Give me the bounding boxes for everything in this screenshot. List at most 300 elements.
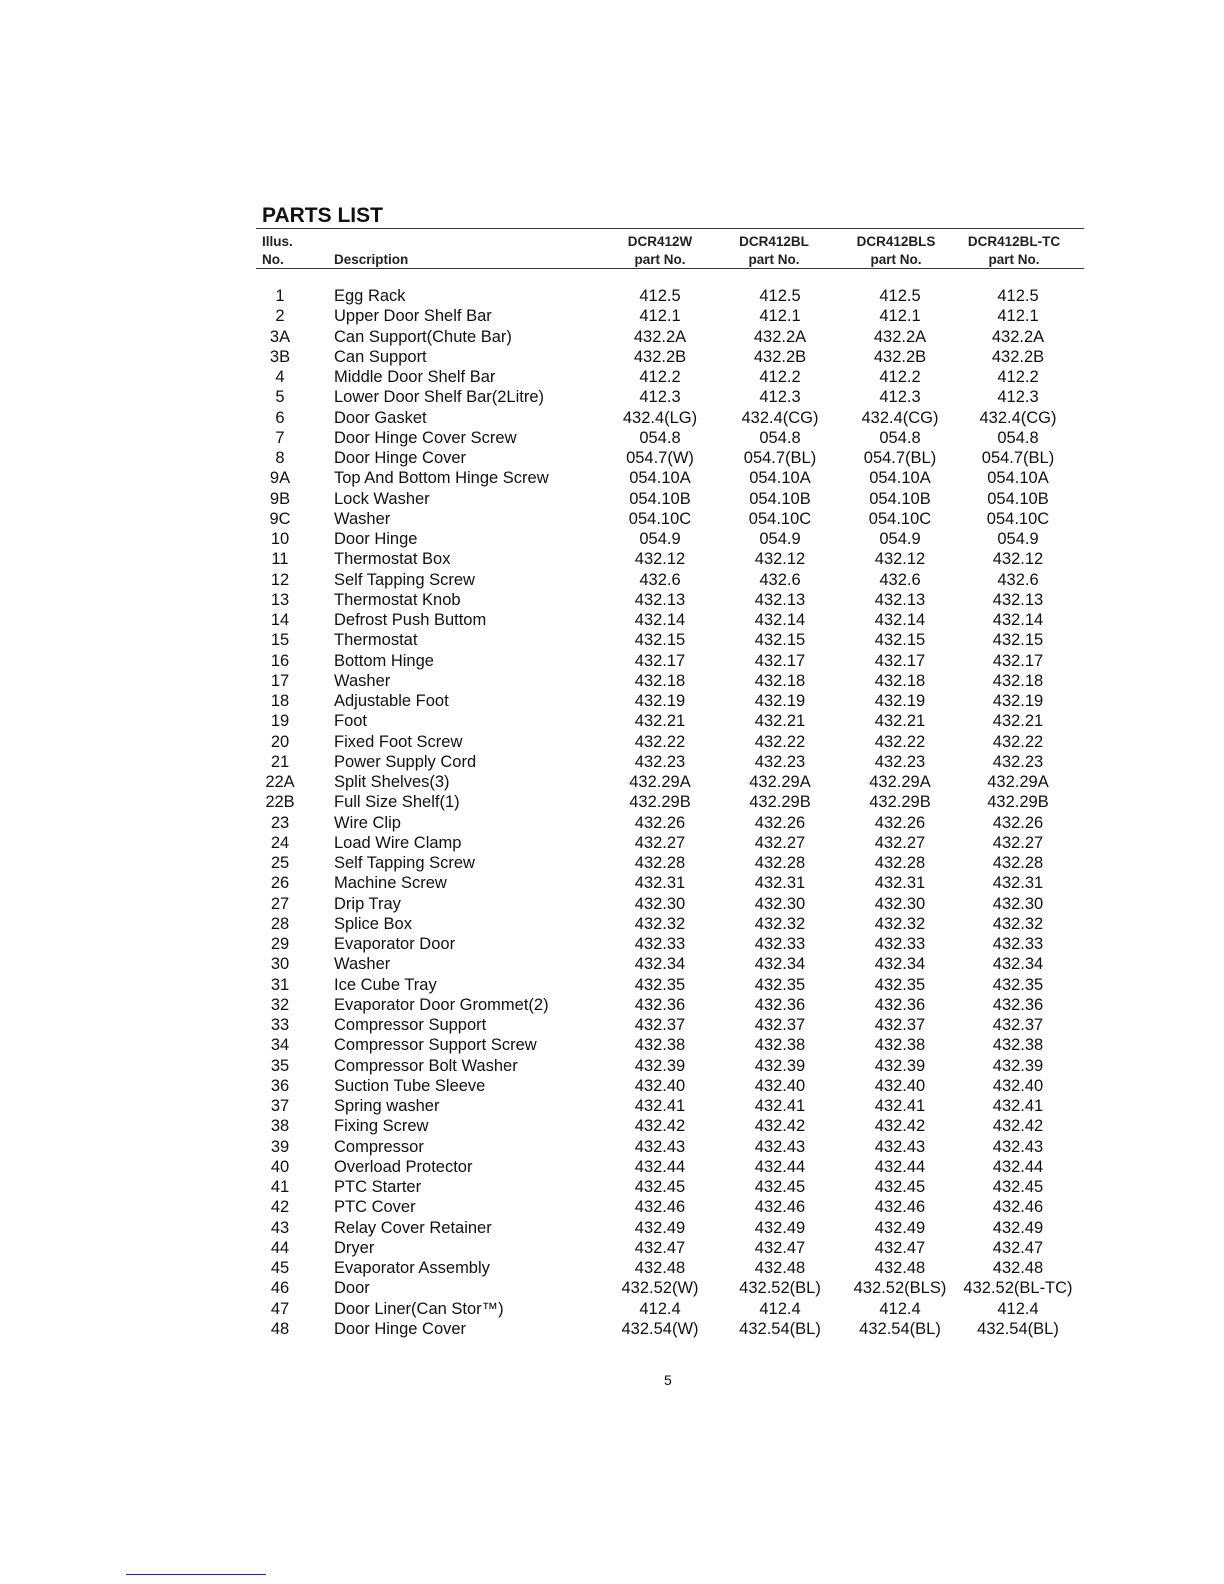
- table-row: [0, 1218, 1224, 1238]
- part-number-dcr412w: 432.15: [634, 631, 686, 650]
- part-number-dcr412bl-tc: 432.2A: [991, 327, 1045, 346]
- illus-number: 17: [270, 671, 290, 690]
- part-number-dcr412bls: 412.1: [879, 307, 921, 326]
- table-row: [0, 711, 1224, 731]
- part-number-dcr412bl: 432.4(CG): [741, 408, 819, 427]
- illus-number: 43: [270, 1218, 290, 1237]
- illus-number: 13: [270, 590, 290, 609]
- part-number-dcr412bl: 432.15: [754, 631, 806, 650]
- illus-number: 45: [270, 1259, 290, 1277]
- part-number-dcr412bl: 432.37: [754, 1016, 806, 1034]
- part-number-dcr412bl: 432.28: [754, 854, 806, 872]
- part-number-dcr412bls: 432.54(BL): [859, 1319, 941, 1338]
- part-number-dcr412w: 432.29B: [629, 793, 691, 812]
- part-number-dcr412bls: 432.30: [874, 894, 926, 913]
- part-description: PTC Starter: [334, 1178, 422, 1196]
- illus-number: 41: [270, 1178, 290, 1196]
- part-number-dcr412bls: 432.26: [874, 813, 926, 832]
- part-number-dcr412bl-tc: 432.47: [992, 1238, 1044, 1257]
- part-number-dcr412bl-tc: 432.44: [992, 1157, 1044, 1176]
- part-number-dcr412bl-tc: 432.22: [992, 732, 1044, 751]
- part-number-dcr412bl-tc: 432.30: [992, 894, 1044, 913]
- part-number-dcr412bl: 432.6: [759, 570, 801, 589]
- part-description: Door Liner(Can Stor™): [334, 1299, 504, 1318]
- part-number-dcr412w: 412.3: [639, 388, 681, 407]
- part-description: Evaporator Door Grommet(2): [334, 995, 549, 1014]
- part-description: Fixing Screw: [334, 1117, 429, 1136]
- part-number-dcr412w: 432.29A: [629, 773, 691, 791]
- part-number-dcr412bl-tc: 432.36: [992, 995, 1044, 1014]
- illus-number: 3A: [269, 327, 291, 346]
- table-row: [0, 772, 1224, 792]
- table-row: [0, 914, 1224, 934]
- part-number-dcr412bls: 054.10A: [869, 469, 931, 488]
- part-number-dcr412bl-tc: 432.13: [992, 590, 1044, 609]
- part-description: Middle Door Shelf Bar: [334, 368, 496, 386]
- part-description: Splice Box: [334, 914, 412, 933]
- part-number-dcr412bls: 432.37: [874, 1016, 926, 1034]
- header-model-4: [954, 234, 1074, 268]
- header-model-name: DCR412BL: [739, 234, 809, 249]
- part-number-dcr412bl: 054.10C: [748, 509, 812, 528]
- part-number-dcr412w: 432.26: [634, 813, 686, 832]
- part-number-dcr412w: 432.30: [634, 894, 686, 913]
- part-number-dcr412bls: 432.31: [874, 874, 926, 893]
- header-illus-line1: Illus.: [262, 234, 293, 249]
- table-row: [0, 975, 1224, 995]
- part-number-dcr412bl: 432.2A: [753, 327, 807, 346]
- table-row: [0, 1319, 1224, 1339]
- illus-number: 32: [270, 995, 290, 1014]
- part-number-dcr412bl-tc: 412.5: [997, 287, 1039, 305]
- part-number-dcr412bl: 432.40: [754, 1076, 806, 1095]
- part-number-dcr412bl-tc: 432.17: [992, 651, 1044, 670]
- table-row: [0, 1116, 1224, 1136]
- table-row: [0, 1056, 1224, 1076]
- part-number-dcr412bl: 432.43: [754, 1137, 806, 1156]
- part-number-dcr412bls: 432.44: [874, 1157, 926, 1176]
- part-number-dcr412bls: 412.4: [879, 1299, 921, 1318]
- part-description: Door Gasket: [334, 408, 427, 427]
- part-number-dcr412bl-tc: 412.2: [997, 368, 1039, 386]
- part-number-dcr412bl: 432.19: [754, 692, 806, 710]
- illus-number: 9B: [269, 489, 291, 508]
- part-number-dcr412bl: 432.44: [754, 1157, 806, 1176]
- part-number-dcr412bl: 432.12: [754, 550, 806, 569]
- part-description: Door Hinge Cover: [334, 1319, 467, 1338]
- part-number-dcr412bl-tc: 432.37: [992, 1016, 1044, 1034]
- illus-number: 44: [270, 1238, 290, 1257]
- part-description: Relay Cover Retainer: [334, 1218, 492, 1237]
- part-number-dcr412w: 432.32: [634, 914, 686, 933]
- part-number-dcr412bl: 432.47: [754, 1238, 806, 1257]
- part-number-dcr412w: 432.4(LG): [622, 408, 698, 427]
- part-number-dcr412bl-tc: 054.8: [997, 428, 1039, 447]
- part-description: Egg Rack: [334, 287, 406, 305]
- part-number-dcr412bl-tc: 054.7(BL): [981, 449, 1055, 467]
- illus-number: 38: [270, 1117, 290, 1136]
- illus-number: 9A: [269, 469, 291, 488]
- part-number-dcr412bl-tc: 432.33: [992, 935, 1044, 953]
- part-number-dcr412bl: 432.45: [754, 1178, 806, 1196]
- part-description: Can Support: [334, 347, 427, 366]
- part-number-dcr412bl: 432.29B: [749, 793, 811, 812]
- part-description: Load Wire Clamp: [334, 833, 462, 852]
- part-number-dcr412bl-tc: 432.54(BL): [977, 1319, 1059, 1338]
- part-number-dcr412w: 054.10C: [628, 509, 692, 528]
- table-row: [0, 529, 1224, 549]
- part-number-dcr412w: 432.19: [634, 692, 686, 710]
- part-number-dcr412bl: 432.22: [754, 732, 806, 751]
- header-no-line2: No.: [262, 252, 284, 267]
- part-number-dcr412bls: 432.48: [874, 1259, 926, 1277]
- part-description: Door: [334, 1279, 370, 1298]
- table-row: [0, 1278, 1224, 1298]
- part-number-dcr412w: 432.36: [634, 995, 686, 1014]
- part-number-dcr412bl-tc: 432.23: [992, 752, 1044, 771]
- part-description: Full Size Shelf(1): [334, 793, 460, 812]
- part-number-dcr412w: 432.38: [634, 1036, 686, 1055]
- part-description: Self Tapping Screw: [334, 570, 475, 589]
- part-number-dcr412bl: 432.26: [754, 813, 806, 832]
- illus-number: 26: [270, 874, 290, 893]
- part-number-dcr412bl-tc: 432.31: [992, 874, 1044, 893]
- part-number-dcr412bl-tc: 432.27: [992, 833, 1044, 852]
- table-row: [0, 813, 1224, 833]
- part-description: Thermostat Knob: [334, 590, 461, 609]
- table-row: [0, 590, 1224, 610]
- header-description: Description: [334, 252, 409, 267]
- table-row: [0, 995, 1224, 1015]
- header-model-name: DCR412BL-TC: [967, 234, 1061, 249]
- header-model-name: DCR412W: [627, 234, 693, 249]
- page-title: PARTS LIST: [262, 204, 383, 227]
- part-number-dcr412bl-tc: 412.3: [997, 388, 1039, 407]
- part-number-dcr412bl-tc: 432.18: [992, 671, 1044, 690]
- part-number-dcr412bl-tc: 432.14: [992, 611, 1044, 629]
- part-number-dcr412w: 432.44: [634, 1157, 686, 1176]
- part-description: Defrost Push Buttom: [334, 611, 487, 629]
- part-description: Dryer: [334, 1238, 375, 1257]
- part-number-dcr412w: 432.35: [634, 975, 686, 994]
- part-number-dcr412bl: 432.49: [754, 1218, 806, 1237]
- part-number-dcr412bl: 432.17: [754, 651, 806, 670]
- footnote-rule: [126, 1574, 266, 1575]
- illus-number: 14: [270, 611, 290, 629]
- table-row: [0, 792, 1224, 812]
- part-description: Compressor Support Screw: [334, 1036, 537, 1055]
- illus-number: 46: [270, 1279, 290, 1298]
- table-row: [0, 630, 1224, 650]
- table-row: [0, 570, 1224, 590]
- part-number-dcr412w: 054.9: [639, 530, 681, 548]
- part-number-dcr412bl-tc: 432.52(BL-TC): [963, 1279, 1073, 1298]
- illus-number: 29: [270, 935, 290, 953]
- page-number: 5: [664, 1372, 672, 1388]
- part-number-dcr412w: 432.33: [634, 935, 686, 953]
- part-number-dcr412bls: 432.6: [879, 570, 921, 589]
- table-row: [0, 489, 1224, 509]
- part-number-dcr412w: 432.47: [634, 1238, 686, 1257]
- part-number-dcr412bl: 432.34: [754, 955, 806, 974]
- table-row: [0, 1157, 1224, 1177]
- part-number-dcr412bl: 432.27: [754, 833, 806, 852]
- part-number-dcr412w: 432.40: [634, 1076, 686, 1095]
- part-number-dcr412bl-tc: 432.21: [992, 712, 1044, 731]
- header-model-name: DCR412BLS: [856, 234, 936, 249]
- part-number-dcr412w: 412.4: [639, 1299, 681, 1318]
- part-number-dcr412bl: 432.48: [754, 1259, 806, 1277]
- part-description: Drip Tray: [334, 894, 401, 913]
- part-description: Door Hinge: [334, 530, 418, 548]
- part-number-dcr412w: 432.45: [634, 1178, 686, 1196]
- part-description: Door Hinge Cover Screw: [334, 428, 517, 447]
- part-number-dcr412bls: 432.23: [874, 752, 926, 771]
- part-number-dcr412bl: 432.18: [754, 671, 806, 690]
- part-number-dcr412bls: 432.35: [874, 975, 926, 994]
- part-number-dcr412bl: 412.1: [759, 307, 801, 326]
- part-number-dcr412bl-tc: 432.48: [992, 1259, 1044, 1277]
- header-model-sub: part No.: [988, 252, 1040, 267]
- part-description: Spring washer: [334, 1097, 440, 1115]
- part-description: Compressor Support: [334, 1016, 487, 1034]
- part-number-dcr412w: 432.42: [634, 1117, 686, 1136]
- part-description: Door Hinge Cover: [334, 449, 467, 467]
- part-number-dcr412bl: 432.32: [754, 914, 806, 933]
- part-number-dcr412bls: 432.38: [874, 1036, 926, 1055]
- illus-number: 47: [270, 1299, 290, 1318]
- part-description: Machine Screw: [334, 874, 447, 893]
- part-description: Overload Protector: [334, 1157, 473, 1176]
- part-description: Split Shelves(3): [334, 773, 450, 791]
- header-model-sub: part No.: [634, 252, 686, 267]
- part-number-dcr412bls: 432.43: [874, 1137, 926, 1156]
- part-number-dcr412w: 432.48: [634, 1259, 686, 1277]
- part-number-dcr412w: 432.43: [634, 1137, 686, 1156]
- part-description: Top And Bottom Hinge Screw: [334, 469, 549, 488]
- part-number-dcr412bls: 432.39: [874, 1056, 926, 1075]
- part-number-dcr412w: 432.17: [634, 651, 686, 670]
- header-model-1: [600, 234, 720, 268]
- part-number-dcr412bl: 432.33: [754, 935, 806, 953]
- table-row: [0, 894, 1224, 914]
- part-number-dcr412bl: 432.23: [754, 752, 806, 771]
- part-number-dcr412bls: 412.2: [879, 368, 921, 386]
- table-row: [0, 327, 1224, 347]
- part-number-dcr412bls: 432.4(CG): [861, 408, 939, 427]
- part-number-dcr412bl: 432.36: [754, 995, 806, 1014]
- illus-number: 37: [270, 1097, 290, 1115]
- illus-number: 40: [270, 1157, 290, 1176]
- part-number-dcr412bl: 432.42: [754, 1117, 806, 1136]
- part-number-dcr412bls: 432.19: [874, 692, 926, 710]
- table-row: [0, 651, 1224, 671]
- part-number-dcr412w: 432.27: [634, 833, 686, 852]
- part-number-dcr412bls: 054.7(BL): [863, 449, 937, 467]
- table-row: [0, 1177, 1224, 1197]
- part-number-dcr412bl-tc: 432.41: [992, 1097, 1044, 1115]
- table-row: [0, 671, 1224, 691]
- illus-number: 39: [270, 1137, 290, 1156]
- part-description: Wire Clip: [334, 813, 401, 832]
- header-rule-top: [256, 228, 1084, 229]
- illus-number: 23: [270, 813, 290, 832]
- part-number-dcr412w: 432.34: [634, 955, 686, 974]
- part-number-dcr412bl-tc: 412.4: [997, 1299, 1039, 1318]
- part-number-dcr412bls: 432.34: [874, 955, 926, 974]
- part-number-dcr412bl: 054.7(BL): [743, 449, 817, 467]
- illus-number: 22A: [265, 773, 295, 791]
- part-number-dcr412bls: 432.13: [874, 590, 926, 609]
- part-number-dcr412w: 432.52(W): [621, 1279, 699, 1298]
- table-row: [0, 1238, 1224, 1258]
- part-number-dcr412bl: 054.10A: [749, 469, 811, 488]
- table-row: [0, 1096, 1224, 1116]
- part-number-dcr412bls: 412.5: [879, 287, 921, 305]
- part-description: Upper Door Shelf Bar: [334, 307, 492, 326]
- illus-number: 8: [275, 449, 285, 467]
- part-number-dcr412bl: 432.30: [754, 894, 806, 913]
- part-number-dcr412bl: 412.2: [759, 368, 801, 386]
- part-number-dcr412w: 432.46: [634, 1198, 686, 1217]
- part-number-dcr412bls: 432.46: [874, 1198, 926, 1217]
- part-number-dcr412bls: 054.10C: [868, 509, 932, 528]
- part-number-dcr412bls: 432.32: [874, 914, 926, 933]
- part-number-dcr412bls: 432.2A: [873, 327, 927, 346]
- part-description: Self Tapping Screw: [334, 854, 475, 872]
- part-number-dcr412bl-tc: 432.28: [992, 854, 1044, 872]
- part-number-dcr412w: 432.22: [634, 732, 686, 751]
- part-number-dcr412bl: 432.54(BL): [739, 1319, 821, 1338]
- part-number-dcr412w: 432.31: [634, 874, 686, 893]
- part-description: Power Supply Cord: [334, 752, 477, 771]
- header-illus-label: [262, 234, 293, 268]
- part-description: Thermostat Box: [334, 550, 451, 569]
- part-number-dcr412bl-tc: 432.29B: [987, 793, 1049, 812]
- table-row: [0, 732, 1224, 752]
- part-number-dcr412bl-tc: 432.26: [992, 813, 1044, 832]
- part-number-dcr412w: 432.39: [634, 1056, 686, 1075]
- table-row: [0, 1035, 1224, 1055]
- part-number-dcr412bls: 432.21: [874, 712, 926, 731]
- part-number-dcr412bls: 432.27: [874, 833, 926, 852]
- part-number-dcr412bls: 432.17: [874, 651, 926, 670]
- part-description: Evaporator Assembly: [334, 1259, 490, 1277]
- part-number-dcr412bl-tc: 432.15: [992, 631, 1044, 650]
- part-number-dcr412bls: 432.47: [874, 1238, 926, 1257]
- part-number-dcr412w: 432.6: [639, 570, 681, 589]
- part-description: Adjustable Foot: [334, 692, 449, 710]
- part-number-dcr412bls: 432.49: [874, 1218, 926, 1237]
- part-number-dcr412w: 412.2: [639, 368, 681, 386]
- illus-number: 7: [275, 428, 285, 447]
- table-row: [0, 428, 1224, 448]
- part-number-dcr412bl-tc: 054.10C: [986, 509, 1050, 528]
- illus-number: 16: [270, 651, 290, 670]
- part-number-dcr412bl-tc: 054.10B: [987, 489, 1049, 508]
- table-row: [0, 408, 1224, 428]
- part-number-dcr412w: 432.2A: [633, 327, 687, 346]
- part-number-dcr412bl-tc: 432.34: [992, 955, 1044, 974]
- part-description: Compressor: [334, 1137, 424, 1156]
- part-number-dcr412bl-tc: 432.46: [992, 1198, 1044, 1217]
- part-description: Suction Tube Sleeve: [334, 1076, 486, 1095]
- part-number-dcr412bls: 054.8: [879, 428, 921, 447]
- part-number-dcr412bl: 432.21: [754, 712, 806, 731]
- illus-number: 34: [270, 1036, 290, 1055]
- part-number-dcr412bl: 412.4: [759, 1299, 801, 1318]
- illus-number: 10: [270, 530, 290, 548]
- part-number-dcr412bls: 432.28: [874, 854, 926, 872]
- table-row: [0, 306, 1224, 326]
- part-description: Washer: [334, 955, 391, 974]
- part-number-dcr412bl-tc: 432.49: [992, 1218, 1044, 1237]
- part-number-dcr412bls: 432.52(BLS): [853, 1279, 947, 1298]
- table-row: [0, 954, 1224, 974]
- part-number-dcr412w: 054.10A: [629, 469, 691, 488]
- part-number-dcr412w: 432.41: [634, 1097, 686, 1115]
- illus-number: 12: [270, 570, 290, 589]
- part-number-dcr412bls: 412.3: [879, 388, 921, 407]
- part-number-dcr412bl: 432.52(BL): [739, 1279, 821, 1298]
- part-description: Foot: [334, 712, 368, 731]
- table-row: [0, 509, 1224, 529]
- part-number-dcr412bl: 432.14: [754, 611, 806, 629]
- illus-number: 15: [270, 631, 290, 650]
- illus-number: 30: [270, 955, 290, 974]
- part-number-dcr412bl-tc: 432.42: [992, 1117, 1044, 1136]
- part-number-dcr412bl: 432.13: [754, 590, 806, 609]
- illus-number: 28: [270, 914, 290, 933]
- illus-number: 24: [270, 833, 290, 852]
- table-row: [0, 873, 1224, 893]
- part-number-dcr412bl-tc: 432.35: [992, 975, 1044, 994]
- part-number-dcr412bl: 054.8: [759, 428, 801, 447]
- part-number-dcr412w: 432.2B: [633, 347, 687, 366]
- table-row: [0, 833, 1224, 853]
- table-row: [0, 1015, 1224, 1035]
- header-model-2: [714, 234, 834, 268]
- part-number-dcr412w: 432.18: [634, 671, 686, 690]
- part-number-dcr412bl: 412.5: [759, 287, 801, 305]
- illus-number: 1: [275, 287, 285, 305]
- part-number-dcr412w: 432.21: [634, 712, 686, 731]
- part-number-dcr412bls: 432.29B: [869, 793, 931, 812]
- table-row: [0, 1299, 1224, 1319]
- part-number-dcr412bl-tc: 432.38: [992, 1036, 1044, 1055]
- illus-number: 2: [275, 307, 285, 326]
- part-description: Washer: [334, 671, 391, 690]
- table-row: [0, 1076, 1224, 1096]
- table-row: [0, 752, 1224, 772]
- part-number-dcr412w: 054.7(W): [626, 449, 694, 467]
- part-number-dcr412bls: 432.12: [874, 550, 926, 569]
- part-description: Lower Door Shelf Bar(2Litre): [334, 388, 545, 407]
- part-number-dcr412w: 432.49: [634, 1218, 686, 1237]
- part-number-dcr412bl-tc: 432.43: [992, 1137, 1044, 1156]
- table-row: [0, 286, 1224, 306]
- part-number-dcr412bl: 432.2B: [753, 347, 807, 366]
- table-row: [0, 691, 1224, 711]
- part-number-dcr412bls: 432.45: [874, 1178, 926, 1196]
- header-model-sub: part No.: [870, 252, 922, 267]
- part-number-dcr412w: 432.23: [634, 752, 686, 771]
- part-number-dcr412bl-tc: 432.2B: [991, 347, 1045, 366]
- part-number-dcr412bls: 432.33: [874, 935, 926, 953]
- illus-number: 11: [271, 550, 289, 569]
- part-description: PTC Cover: [334, 1198, 416, 1217]
- part-number-dcr412bls: 432.15: [874, 631, 926, 650]
